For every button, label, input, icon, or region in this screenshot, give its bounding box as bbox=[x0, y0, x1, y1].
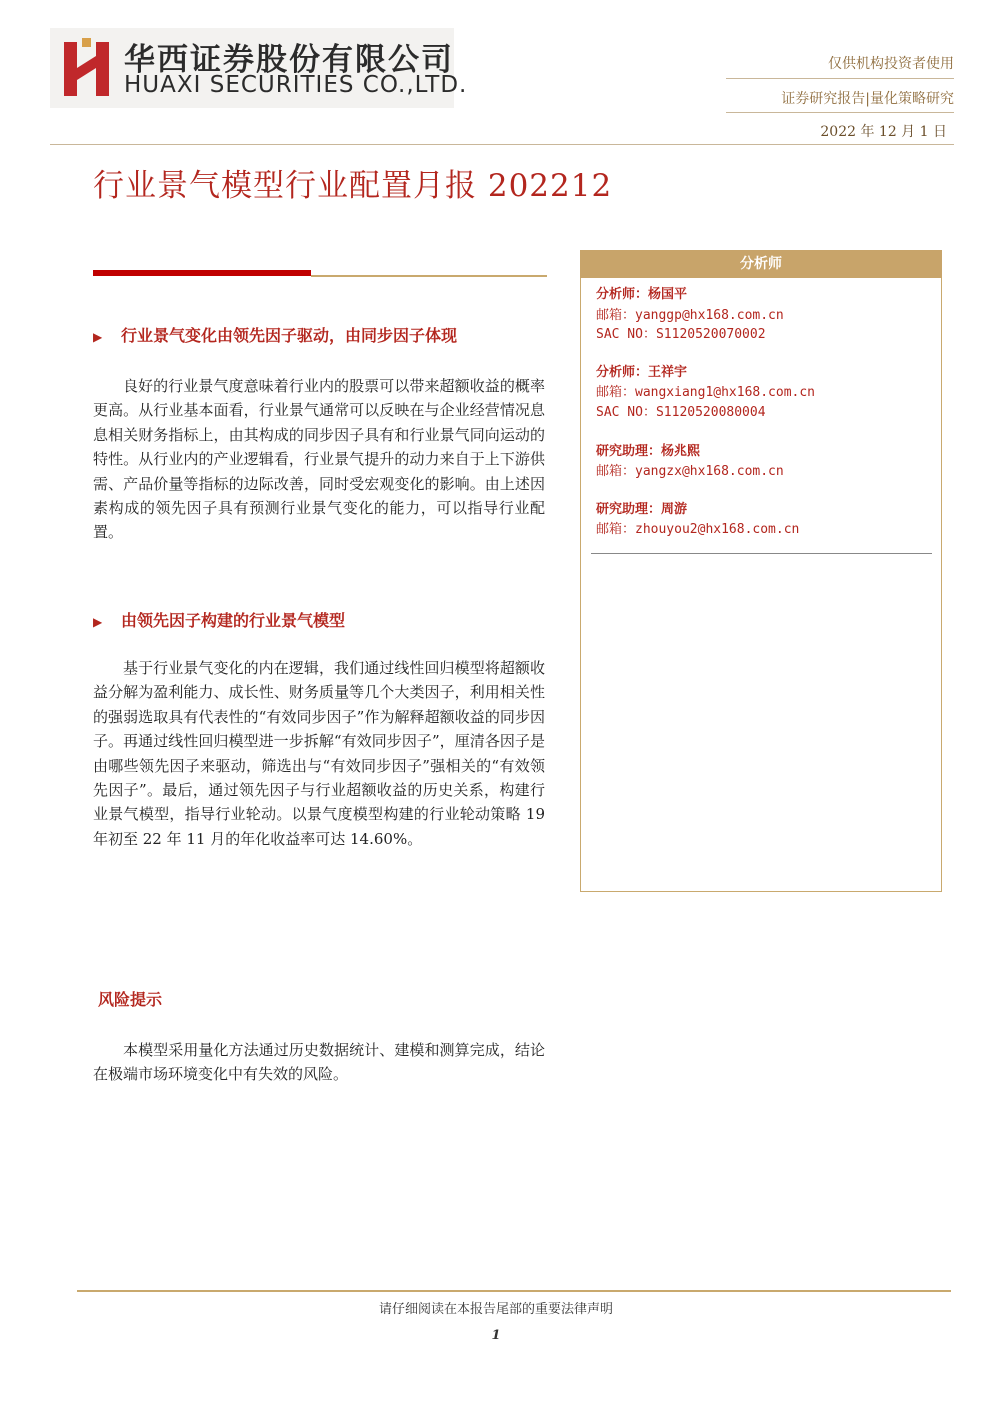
section-heading-text: 由领先因子构建的行业景气模型 bbox=[121, 611, 346, 630]
footer-divider bbox=[77, 1290, 951, 1292]
analyst-name: 分析师：杨国平 bbox=[596, 287, 688, 302]
risk-heading: 风险提示 bbox=[98, 990, 163, 1009]
header-divider bbox=[726, 112, 954, 113]
report-category: 证券研究报告|量化策略研究 bbox=[781, 91, 954, 107]
analyst-email[interactable]: 邮箱：yangzx@hx168.com.cn bbox=[596, 464, 784, 479]
analyst-name: 分析师：王祥宇 bbox=[596, 365, 688, 380]
section-heading-text: 行业景气变化由领先因子驱动，由同步因子体现 bbox=[121, 326, 458, 345]
report-title: 行业景气模型行业配置月报 202212 bbox=[93, 168, 613, 204]
report-date: 2022 年 12 月 1 日 bbox=[820, 124, 947, 140]
analyst-name: 研究助理：杨兆熙 bbox=[596, 444, 701, 459]
analyst-divider bbox=[591, 553, 932, 554]
analyst-sac: SAC NO：S1120520080004 bbox=[596, 405, 766, 420]
header-divider bbox=[726, 78, 954, 79]
risk-paragraph: 本模型采用量化方法通过历史数据统计、建模和测算完成，结论在极端市场环境变化中有失效的风险。 bbox=[93, 1041, 545, 1084]
analyst-box bbox=[580, 250, 942, 892]
huaxi-logo-icon bbox=[62, 38, 112, 96]
accent-bar bbox=[93, 270, 311, 276]
section-heading bbox=[93, 608, 345, 631]
section-paragraph: 良好的行业景气度意味着行业内的股票可以带来超额收益的概率更高。从行业基本面看，行业景气通常可以反映在与企业经营情况息息相关财务指标上，由其构成的同步因子具有和行业景气同向运动的特性。从行业内的产业逻辑看，行业景气提升的动力来自于上下游供需、产品价量等指标的边际改善，同时受宏观变化的影响。由上述因素构成的领先因子具有预测行业景气变化的能力，可以指导行业配置。 bbox=[93, 377, 545, 542]
accent-rule bbox=[311, 275, 547, 277]
legal-notice: 请仔细阅读在本报告尾部的重要法律声明 bbox=[378, 1302, 613, 1317]
analyst-box-title: 分析师 bbox=[580, 250, 942, 278]
triangle-bullet-icon: ▶ bbox=[93, 615, 103, 629]
section-paragraph: 基于行业景气变化的内在逻辑，我们通过线性回归模型将超额收益分解为盈利能力、成长性、财务质量等几个大类因子，利用相关性的强弱选取具有代表性的“有效同步因子”作为解释超额收益的同步因子。再通过线性回归模型进一步拆解“有效同步因子”，厘清各因子是由哪些领先因子来驱动，筛选出与“有效同步因子”强相关的“有效领先因子”。最后，通过领先因子与行业超额收益的历史关系，构建行业景气模型，指导行业轮动。以景气度模型构建的行业轮动策略 19 年初至 22 年 11 月的年化收益率可达 14.60%。 bbox=[93, 659, 545, 848]
page-number: 1 bbox=[491, 1328, 501, 1343]
analyst-email[interactable]: 邮箱：yanggp@hx168.com.cn bbox=[596, 308, 784, 323]
investor-notice: 仅供机构投资者使用 bbox=[828, 56, 954, 72]
analyst-email[interactable]: 邮箱：wangxiang1@hx168.com.cn bbox=[596, 385, 816, 400]
analyst-name: 研究助理：周游 bbox=[596, 502, 688, 517]
section-heading bbox=[93, 323, 457, 346]
company-name-cn: 华西证券股份有限公司 bbox=[124, 42, 454, 78]
analyst-sac: SAC NO：S1120520070002 bbox=[596, 327, 766, 342]
analyst-email[interactable]: 邮箱：zhouyou2@hx168.com.cn bbox=[596, 522, 800, 537]
company-name-en: HUAXI SECURITIES CO.,LTD. bbox=[124, 72, 468, 98]
date-divider bbox=[50, 144, 954, 145]
triangle-bullet-icon: ▶ bbox=[93, 330, 103, 344]
